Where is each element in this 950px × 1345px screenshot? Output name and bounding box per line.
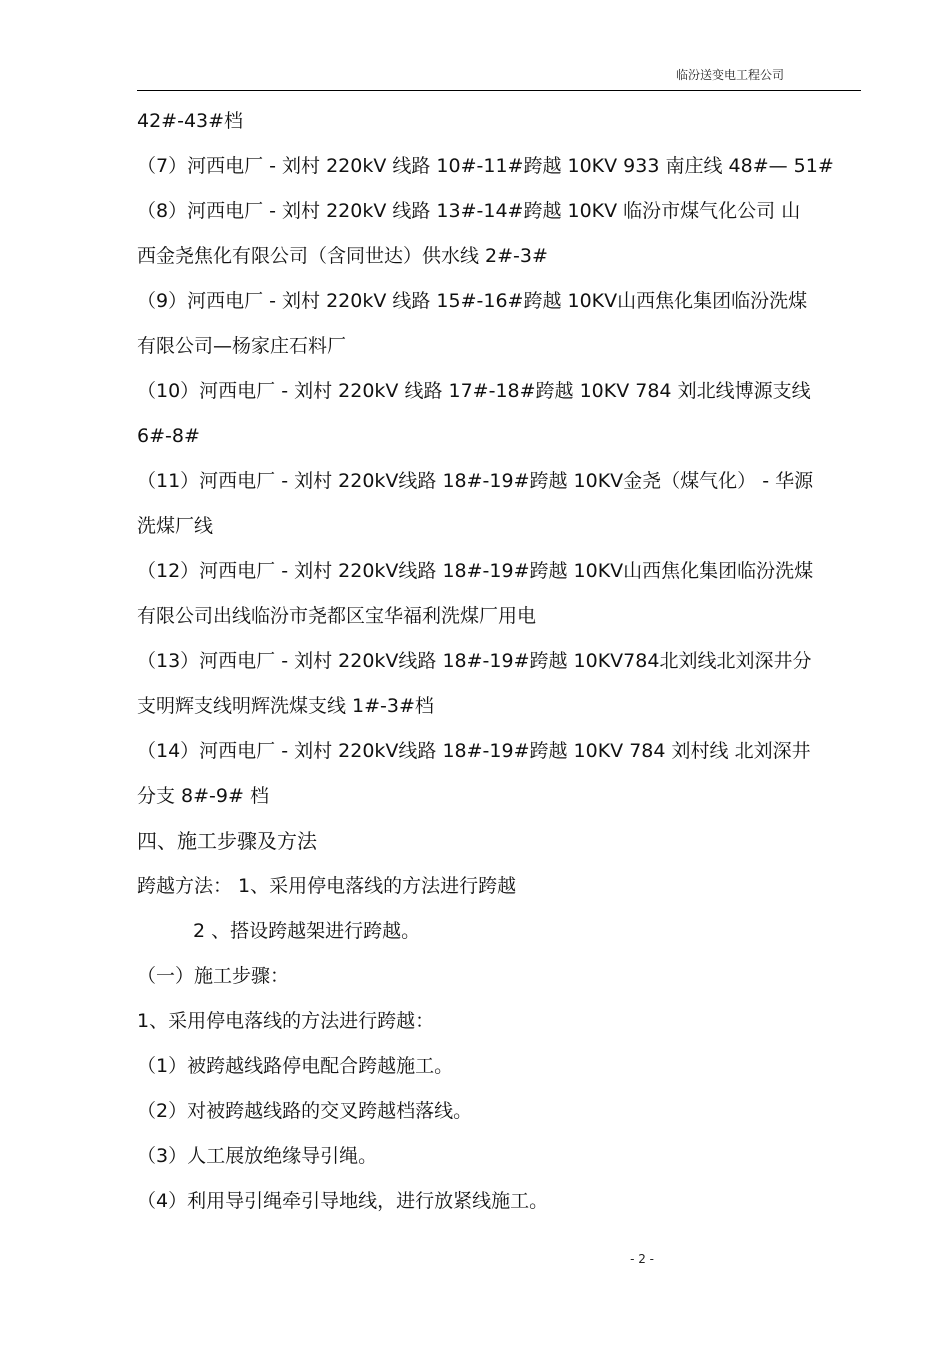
body-line: 西金尧焦化有限公司（含同世达）供水线 2#-3# [137,245,548,267]
body-line: 有限公司出线临汾市尧都区宝华福利洗煤厂用电 [137,605,537,627]
step-title: 1、采用停电落线的方法进行跨越： [137,1010,435,1032]
steps-heading: （一）施工步骤： [137,965,290,987]
section-heading: 四、施工步骤及方法 [137,829,317,853]
method-line-1: 跨越方法： 1、采用停电落线的方法进行跨越 [137,875,517,897]
body-line: 分支 8#-9# 档 [137,785,269,807]
body-line: （12）河西电厂 - 刘村 220kV线路 18#-19#跨越 10KV山西焦化集团临汾洗煤 [137,560,814,582]
body-line: （14）河西电厂 - 刘村 220kV线路 18#-19#跨越 10KV 784 刘村线 北刘深井 [137,740,811,762]
header-company: 临汾送变电工程公司 [675,68,784,82]
step-item: （4）利用导引绳牵引导地线，进行放紧线施工。 [137,1190,549,1212]
body-line: （11）河西电厂 - 刘村 220kV线路 18#-19#跨越 10KV金尧（煤气化） - 华源 [137,470,814,492]
step-item: （3）人工展放绝缘导引绳。 [137,1145,378,1167]
body-line: 6#-8# [137,425,200,447]
body-line: 有限公司—杨家庄石料厂 [137,335,347,357]
header-divider [137,90,861,91]
body-line: （10）河西电厂 - 刘村 220kV 线路 17#-18#跨越 10KV 784 刘北线博源支线 [137,380,811,402]
body-line: （8）河西电厂 - 刘村 220kV 线路 13#-14#跨越 10KV 临汾市煤气化公司 山 [137,200,801,222]
body-line: 支明辉支线明辉洗煤支线 1#-3#档 [137,695,434,717]
body-line: （7）河西电厂 - 刘村 220kV 线路 10#-11#跨越 10KV 933 南庄线 48#— 51# [137,155,834,177]
body-line: （9）河西电厂 - 刘村 220kV 线路 15#-16#跨越 10KV山西焦化集团临汾洗煤 [137,290,808,312]
body-line: （13）河西电厂 - 刘村 220kV线路 18#-19#跨越 10KV784北刘线北刘深井分 [137,650,812,672]
method-line-2: 2 、搭设跨越架进行跨越。 [193,920,421,942]
body-line: 42#-43#档 [137,110,244,132]
page-number: - 2 - [630,1252,654,1266]
step-item: （2）对被跨越线路的交叉跨越档落线。 [137,1100,473,1122]
body-line: 洗煤厂线 [137,515,214,537]
document-body [137,104,861,1229]
step-item: （1）被跨越线路停电配合跨越施工。 [137,1055,454,1077]
